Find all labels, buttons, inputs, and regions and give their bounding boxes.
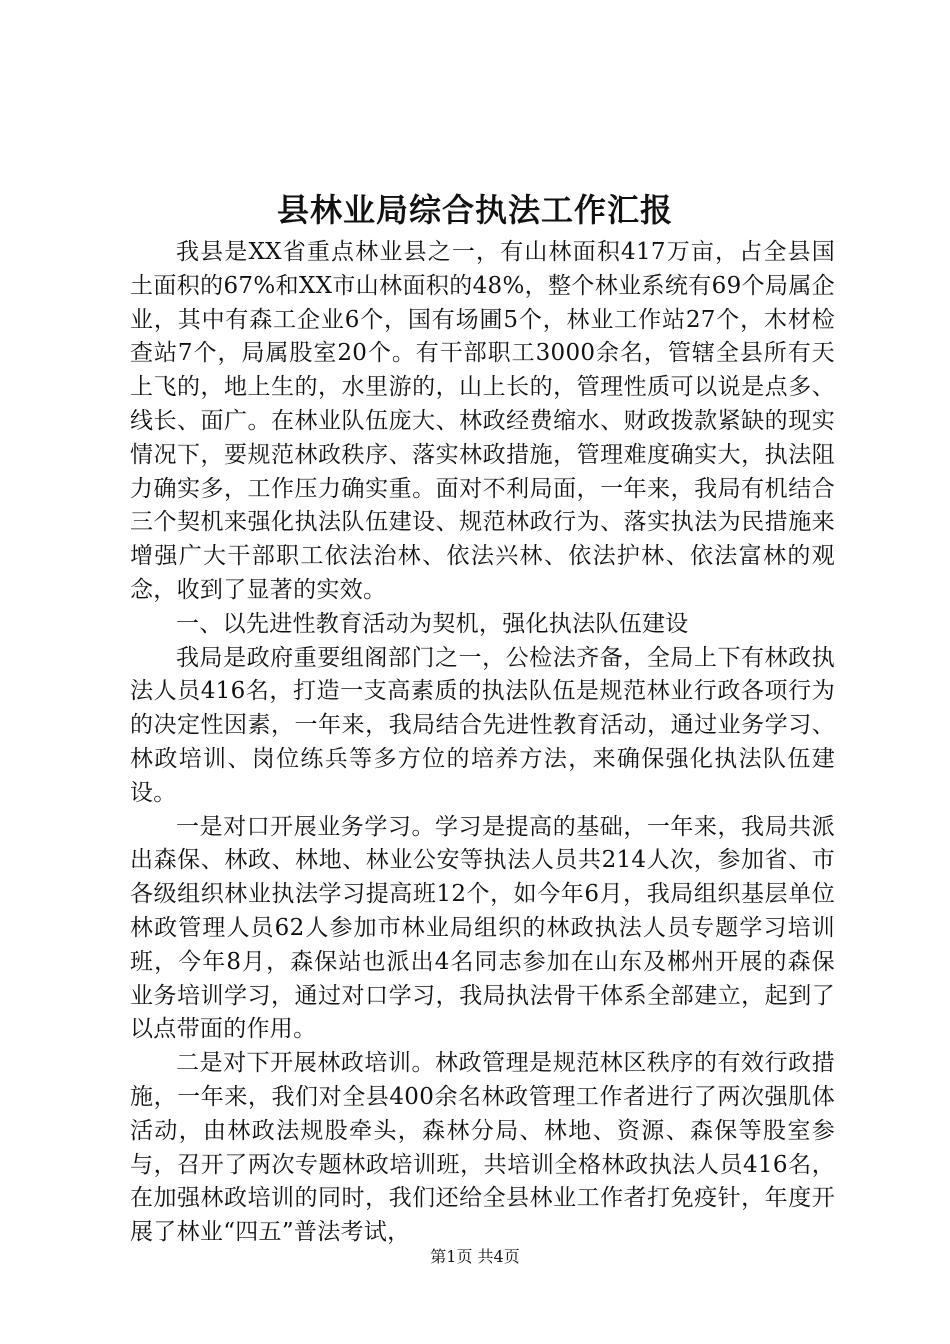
paragraph-business-study: 一是对口开展业务学习。学习是提高的基础，一年来，我局共派出森保、林政、林地、林业公安等执法人员共214人次，参加省、市各级组织林业执法学习提高班12个，如今年6月，我局组织基层单位林政管理人员62人参加市林业局组织的林政执法人员专题学习培训班，今年8月，森保站也派出4名同志参加在山东及郴州开展的森保业务培训学习，通过对口学习，我局执法骨干体系全部建立，起到了以点带面的作用。 — [130, 813, 835, 1043]
section-heading-1: 一、以先进性教育活动为契机，强化执法队伍建设 — [176, 610, 689, 637]
paragraph-section-1: 我局是政府重要组阁部门之一，公检法齐备，全局上下有林政执法人员416名，打造一支高素质的执法队伍是规范林业行政各项行为的决定性因素，一年来，我局结合先进性教育活动，通过业务学习、林政培训、岗位练兵等多方位的培养方法，来确保强化执法队伍建设。 — [130, 644, 835, 806]
page-number-footer: 第1页 共4页 — [430, 1247, 520, 1266]
paragraph-intro: 我县是XX省重点林业县之一，有山林面积417万亩，占全县国土面积的67%和XX市山林面积的48%，整个林业系统有69个局属企业，其中有森工企业6个，国有场圃5个，林业工作站27个，木材检查站7个，局属股室20个。有干部职工3000余名，管辖全县所有天上飞的，地上生的，水里游的，山上长的，管理性质可以说是点多、线长、面广。在林业队伍庞大、林政经费缩水、财政拨款紧缺的现实情况下，要规范林政秩序、落实林政措施，管理难度确实大，执法阻力确实多，工作压力确实重。面对不利局面，一年来，我局有机结合三个契机来强化执法队伍建设、规范林政行为、落实执法为民措施来增强广大干部职工依法治林、依法兴林、依法护林、依法富林的观念，收到了显著的实效。 — [130, 239, 835, 603]
document-body — [130, 236, 835, 1250]
document-title: 县林业局综合执法工作汇报 — [276, 191, 673, 229]
paragraph-forestry-training: 二是对下开展林政培训。林政管理是规范林区秩序的有效行政措施，一年来，我们对全县400余名林政管理工作者进行了两次强肌体活动，由林政法规股牵头，森林分局、林地、资源、森保等股室参与，召开了两次专题林政培训班，共培训全格林政执法人员416名，在加强林政培训的同时，我们还给全县林业工作者打免疫针，年度开展了林业“四五”普法考试， — [130, 1050, 835, 1246]
